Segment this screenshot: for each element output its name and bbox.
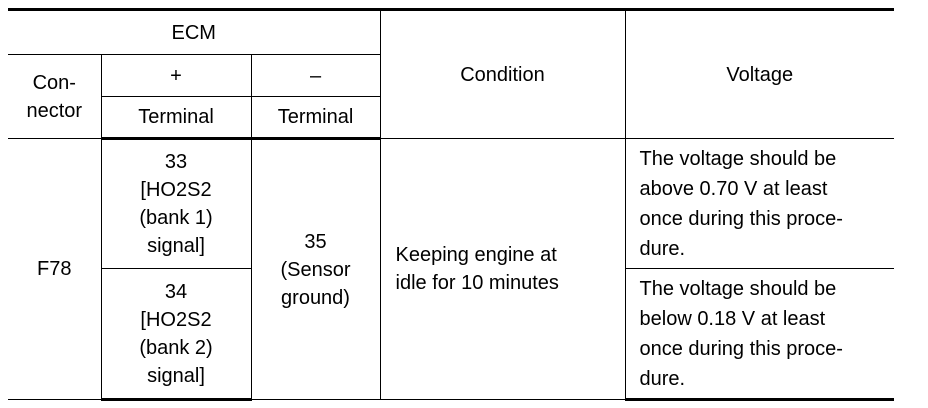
- plus-terminal-line: 33: [164, 151, 188, 173]
- voltage-line: once during this proce-: [639, 207, 843, 230]
- plus-terminal-cell-bank2: [101, 269, 251, 400]
- minus-terminal-line: ground): [281, 286, 350, 309]
- voltage-line: dure.: [639, 367, 686, 390]
- voltage-line: below 0.18 V at least: [639, 307, 826, 330]
- plus-terminal-line: signal]: [147, 235, 205, 257]
- ecm-voltage-table: [8, 8, 894, 401]
- condition-line: Keeping engine at: [395, 244, 557, 266]
- connector-cell: [8, 139, 101, 400]
- plus-header: +: [170, 64, 182, 87]
- condition-header: Condition: [460, 63, 545, 86]
- voltage-cell-bank1: [625, 139, 894, 269]
- minus-header: –: [309, 64, 322, 87]
- terminal-minus-header-cell: [251, 97, 380, 139]
- condition-header-cell: [380, 10, 625, 139]
- terminal-plus-header-cell: [101, 97, 251, 139]
- plus-terminal-line: (bank 2): [139, 336, 213, 359]
- terminal-minus-header: Terminal: [277, 106, 354, 128]
- voltage-line: The voltage should be: [639, 147, 837, 170]
- voltage-header: Voltage: [726, 63, 794, 86]
- plus-terminal-line: (bank 1): [139, 207, 213, 229]
- voltage-line: The voltage should be: [639, 277, 837, 300]
- voltage-line: dure.: [639, 237, 686, 260]
- connector-header-cell: [8, 55, 101, 139]
- voltage-cell-bank2: [625, 269, 894, 400]
- minus-terminal-line: 35: [304, 230, 327, 253]
- minus-header-cell: [251, 55, 380, 97]
- condition-cell: [380, 139, 625, 400]
- plus-header-cell: [101, 55, 251, 97]
- minus-terminal-line: (Sensor: [280, 258, 351, 281]
- condition-line: idle for 10 minutes: [395, 272, 559, 294]
- ecm-header-cell: [8, 10, 380, 55]
- inspection-table-container: [8, 8, 894, 401]
- plus-terminal-line: signal]: [147, 364, 205, 387]
- connector-header-line-2: nector: [26, 99, 83, 122]
- voltage-header-cell: [625, 10, 894, 139]
- voltage-line: once during this proce-: [639, 337, 843, 360]
- terminal-plus-header: Terminal: [138, 106, 214, 128]
- plus-terminal-line: [HO2S2: [140, 308, 212, 331]
- header-row-1: [8, 10, 894, 55]
- voltage-line: above 0.70 V at least: [639, 177, 828, 200]
- plus-terminal-cell-bank1: [101, 139, 251, 269]
- connector-header-line-1: Con-: [32, 71, 76, 94]
- minus-terminal-cell: [251, 139, 380, 400]
- plus-terminal-line: [HO2S2: [140, 179, 212, 201]
- table-row: [8, 139, 894, 269]
- ecm-header: ECM: [171, 21, 216, 44]
- connector-value: F78: [37, 258, 72, 280]
- plus-terminal-line: 34: [164, 280, 188, 303]
